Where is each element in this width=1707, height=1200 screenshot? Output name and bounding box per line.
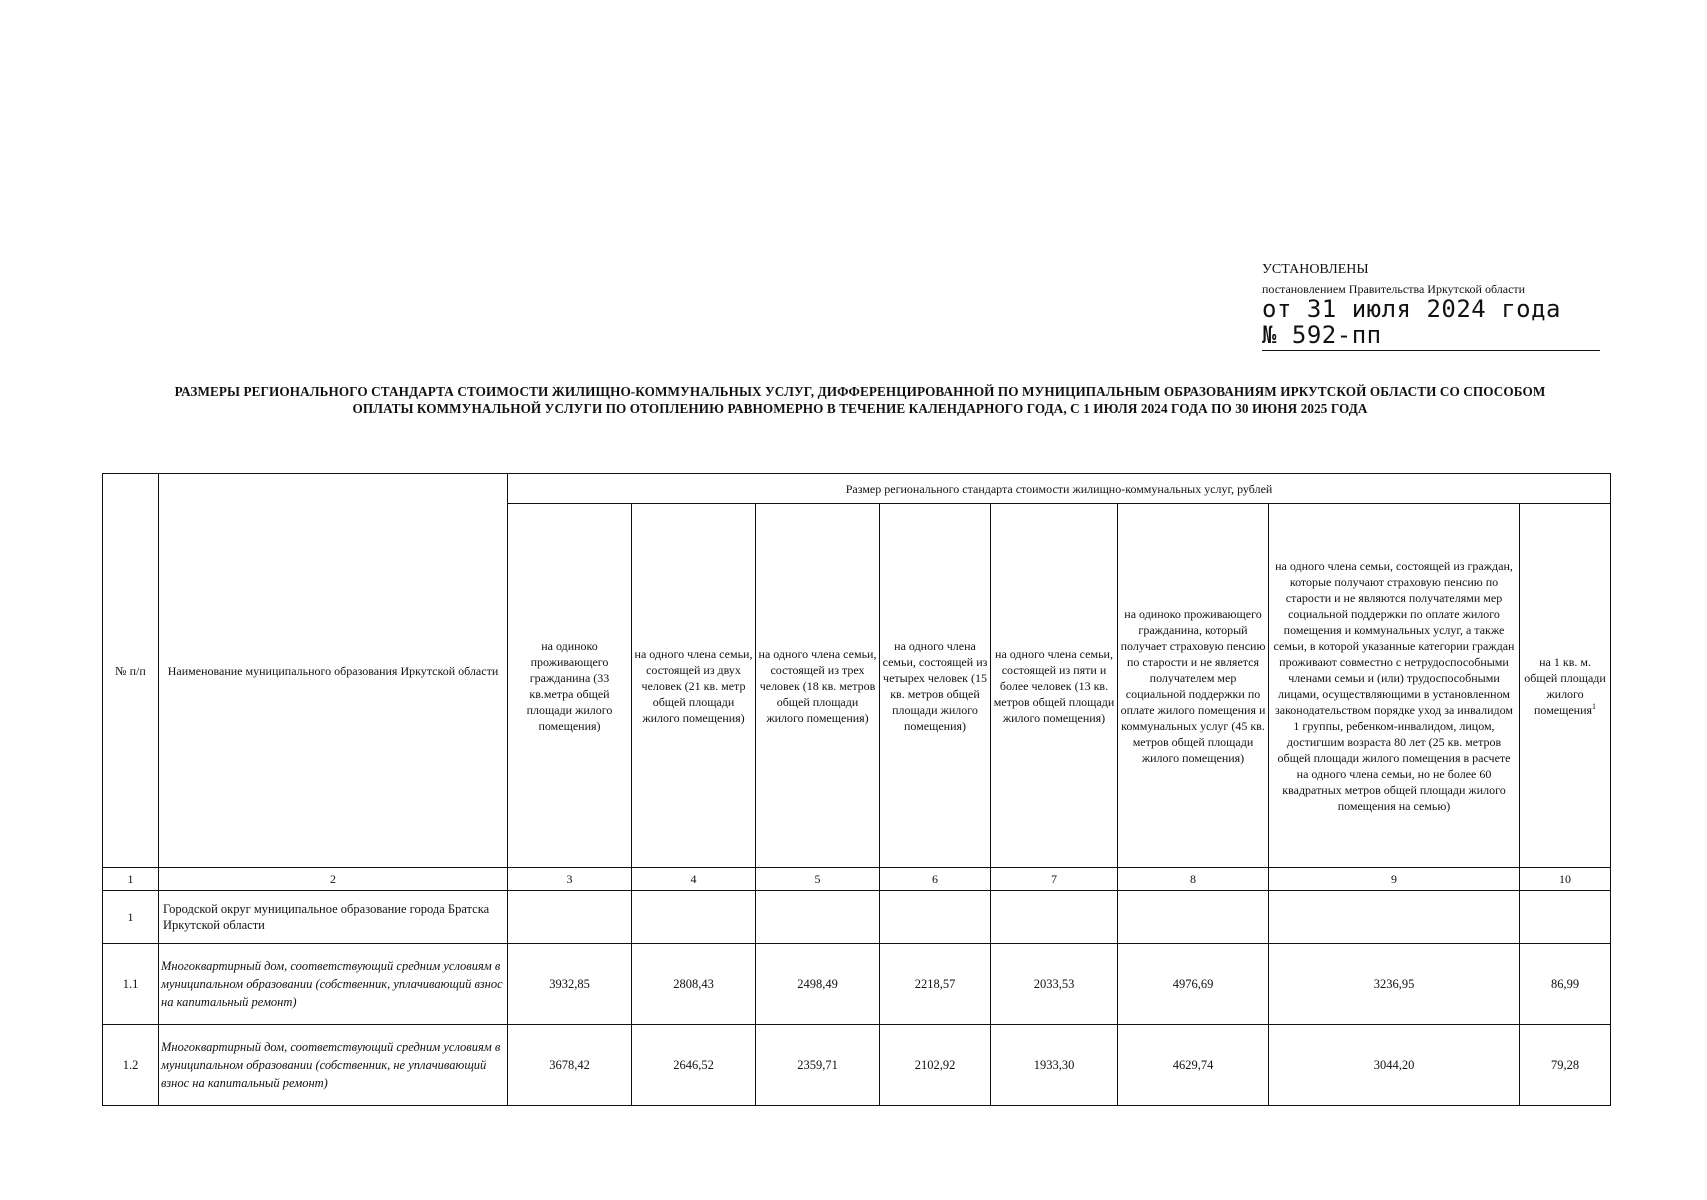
empty-cell [1118,891,1269,944]
col-index: 6 [880,868,991,891]
value-cell: 79,28 [1520,1025,1611,1106]
col-index: 10 [1520,868,1611,891]
column-index-row [103,868,1611,891]
header-col-7: на одного члена семьи, состоящей из пяти и более человек (13 кв. метров общей площади жилого помещения) [991,504,1118,868]
col-index: 2 [159,868,508,891]
approval-authority: постановлением Правительства Иркутской области [1262,282,1526,296]
value-cell: 2808,43 [632,944,756,1025]
standards-table [102,473,1611,1106]
value-cell: 4976,69 [1118,944,1269,1025]
value-cell: 4629,74 [1118,1025,1269,1106]
empty-cell [1520,891,1611,944]
value-cell: 2102,92 [880,1025,991,1106]
approval-heading: УСТАНОВЛЕНЫ [1262,262,1369,277]
col-index: 7 [991,868,1118,891]
empty-cell [508,891,632,944]
table-row [103,1025,1611,1106]
row-num: 1.2 [103,1025,159,1106]
empty-cell [756,891,880,944]
table-row [103,944,1611,1025]
value-cell: 3932,85 [508,944,632,1025]
value-cell: 1933,30 [991,1025,1118,1106]
col-index: 8 [1118,868,1269,891]
col-index: 1 [103,868,159,891]
value-cell: 3236,95 [1269,944,1520,1025]
empty-cell [1269,891,1520,944]
header-row-group [103,474,1611,504]
value-cell: 2646,52 [632,1025,756,1106]
section-name: Городской округ муниципальное образование города Братска Иркутской области [159,891,508,944]
col-index: 9 [1269,868,1520,891]
header-col-10-text: на 1 кв. м. общей площади жилого помещения [1524,654,1606,717]
approval-stamp [1262,262,1612,351]
title-line-2: ОПЛАТЫ КОММУНАЛЬНОЙ УСЛУГИ ПО ОТОПЛЕНИЮ РАВНОМЕРНО В ТЕЧЕНИЕ КАЛЕНДАРНОГО ГОДА, С 1 ИЮЛЯ 2024 ГОДА ПО 30 ИЮНЯ 2025 ГОДА [352,401,1368,416]
header-col-5: на одного члена семьи, состоящей из трех человек (18 кв. метров общей площади жилого помещения) [756,504,880,868]
header-name: Наименование муниципального образования Иркутской области [159,474,508,868]
value-cell: 2359,71 [756,1025,880,1106]
title-line-1: РАЗМЕРЫ РЕГИОНАЛЬНОГО СТАНДАРТА СТОИМОСТИ ЖИЛИЩНО-КОММУНАЛЬНЫХ УСЛУГ, ДИФФЕРЕНЦИРОВАННОЙ ПО МУНИЦИПАЛЬНЫМ ОБРАЗОВАНИЯМ ИРКУТСКОЙ ОБЛАСТИ СО СПОСОБОМ [174,384,1546,399]
approval-date: от 31 июля 2024 года [1262,295,1561,323]
header-col-3: на одиноко проживающего гражданина (33 кв.метра общей площади жилого помещения) [508,504,632,868]
col-index: 4 [632,868,756,891]
header-group: Размер регионального стандарта стоимости жилищно-коммунальных услуг, рублей [508,474,1611,504]
empty-cell [991,891,1118,944]
header-col-4: на одного члена семьи, состоящей из двух человек (21 кв. метр общей площади жилого помещения) [632,504,756,868]
header-col-10 [1520,504,1611,868]
value-cell: 3044,20 [1269,1025,1520,1106]
header-col-6: на одного члена семьи, состоящей из четырех человек (15 кв. метров общей площади жилого помещения) [880,504,991,868]
footnote-mark: 1 [1592,701,1597,711]
header-col-9: на одного члена семьи, состоящей из граждан, которые получают страховую пенсию по старости и не являются получателями мер социальной поддержки по оплате жилого помещения и коммунальных услуг, а также семьи, в которой указанные категории граждан проживают совместно с нетрудоспособными членами семьи и (или) трудоспособными лицами, осуществляющими в установленном законодательством порядке уход за инвалидом 1 группы, ребенком-инвалидом, лицом, достигшим возраста 80 лет (25 кв. метров общей площади жилого помещения в расчете на одного члена семьи, но не более 60 квадратных метров общей площади жилого помещения на семью) [1269,504,1520,868]
value-cell: 2218,57 [880,944,991,1025]
row-name: Многоквартирный дом, соответствующий средним условиям в муниципальном образовании (собственник, уплачивающий взнос на капитальный ремонт) [159,944,508,1025]
col-index: 3 [508,868,632,891]
col-index: 5 [756,868,880,891]
value-cell: 86,99 [1520,944,1611,1025]
section-num: 1 [103,891,159,944]
header-col-8: на одиноко проживающего гражданина, который получает страховую пенсию по старости и не является получателем мер социальной поддержки по оплате жилого помещения и коммунальных услуг (45 кв. метров общей площади жилого помещения) [1118,504,1269,868]
row-name: Многоквартирный дом, соответствующий средним условиям в муниципальном образовании (собственник, не уплачивающий взнос на капитальный ремонт) [159,1025,508,1106]
value-cell: 2498,49 [756,944,880,1025]
approval-number: № 592-пп [1262,322,1600,351]
header-num: № п/п [103,474,159,868]
section-row [103,891,1611,944]
value-cell: 2033,53 [991,944,1118,1025]
document-title [100,383,1620,417]
empty-cell [880,891,991,944]
value-cell: 3678,42 [508,1025,632,1106]
empty-cell [632,891,756,944]
row-num: 1.1 [103,944,159,1025]
